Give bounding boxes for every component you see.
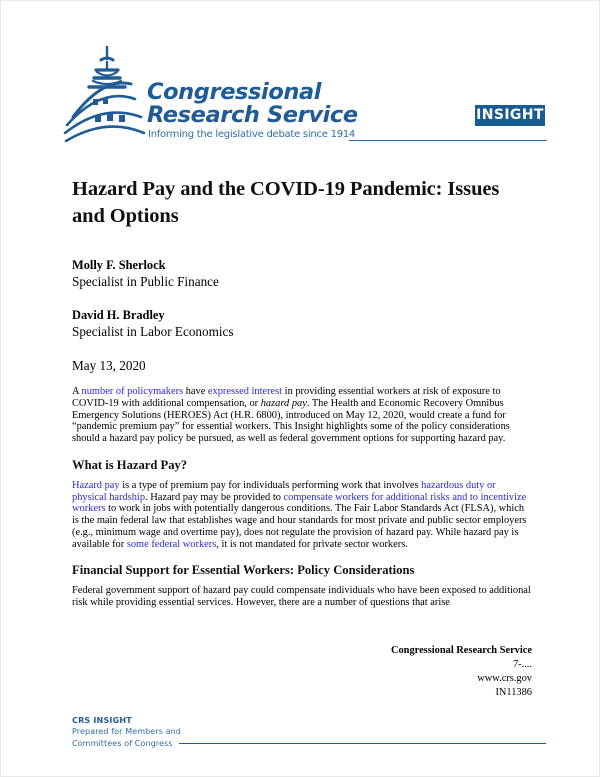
document-header — [1, 1, 600, 159]
footer-prepared-for-line: Prepared for Members and — [72, 727, 181, 736]
author-role-1: Specialist in Public Finance — [72, 274, 219, 289]
page-title: Hazard Pay and the COVID-19 Pandemic: Issues and Options — [72, 178, 500, 227]
footer-phone: 7-.... — [512, 659, 532, 670]
capitol-dome-icon — [63, 45, 149, 145]
crs-wordmark — [147, 81, 377, 127]
document-body — [72, 176, 532, 621]
author-role-2: Specialist in Labor Economics — [72, 324, 234, 339]
link-hazardous-duty-or-physical-hardship[interactable]: hazardous duty or physical hardship — [72, 479, 496, 503]
footer-website[interactable]: www.crs.gov — [477, 673, 532, 684]
section-paragraph-what-is-hazard-pay — [72, 480, 532, 551]
author-name-1: Molly F. Sherlock — [72, 258, 166, 272]
footer-report-id: IN11386 — [495, 687, 532, 698]
footer-left-block — [72, 715, 552, 749]
crs-tagline: Informing the legislative debate since 1914 — [148, 129, 356, 140]
section-heading-financial-support: Financial Support for Essential Workers: Policy Considerations — [72, 563, 415, 578]
section1-text-3: to work in jobs with potentially dangerous conditions. The Fair Labor Standards Act (FLSA), which is the main federal law that establishes wage and hour standards for most private and public sector employers (e.g., minimum wage and overtime pay), does not regulate the provision of hazard pay. While hazard pay is available for — [72, 503, 527, 550]
intro-text-3: in providing essential workers at risk of exposure to COVID-19 with additional compensation, or — [72, 386, 501, 409]
insight-badge: INSIGHT — [475, 105, 545, 126]
footer-right-block — [331, 644, 532, 700]
intro-italic-hazard-pay: hazard pay — [260, 397, 307, 409]
wordmark-line-1: Congressional — [147, 79, 322, 105]
link-some-federal-workers[interactable]: some federal workers — [126, 538, 217, 550]
link-number-of-policymakers[interactable]: number of policymakers — [81, 386, 184, 397]
link-compensate-and-incentivize-workers[interactable]: compensate workers for additional risks and to incentivize workers — [72, 491, 527, 515]
footer-committees-line: Committees of Congress — [72, 738, 173, 748]
section1-text-4: , it is not mandated for private sector workers. — [216, 538, 408, 550]
footer-rule — [179, 743, 546, 745]
link-expressed-interest[interactable]: expressed interest — [207, 386, 283, 397]
section-paragraph-financial-support: Federal government support of hazard pay could compensate individuals who have been exposed to additional risk while providing essential services. However, there are a number of questions that arise — [72, 585, 531, 608]
link-hazard-pay[interactable]: Hazard pay — [72, 479, 120, 491]
footer-crs-insight-label: CRS INSIGHT — [72, 716, 132, 725]
section1-text-2: . Hazard pay may be provided to — [145, 491, 284, 503]
header-rule — [349, 140, 547, 141]
section1-text-1: is a type of premium pay for individuals performing work that involves — [119, 479, 422, 491]
intro-text-4: . The Health and Economic Recovery Omnibus Emergency Solutions (HEROES) Act (H.R. 6800), introduced on May 12, 2020, would create a fund for “pandemic premium pay” for essential workers. This Insight highlights some of the policy considerations should a hazard pay policy be pursued, as well as federal government options for supporting hazard pay. — [72, 397, 510, 444]
intro-text-2: have — [183, 386, 208, 397]
footer-committees-row — [72, 738, 552, 750]
publication-date: May 13, 2020 — [72, 358, 146, 373]
intro-text-1: A — [72, 386, 82, 397]
footer-organization: Congressional Research Service — [390, 645, 532, 656]
intro-paragraph — [72, 386, 532, 445]
wordmark-line-2: Research Service — [147, 102, 358, 128]
author-name-2: David H. Bradley — [72, 308, 165, 322]
section-heading-what-is-hazard-pay: What is Hazard Pay? — [72, 457, 188, 472]
